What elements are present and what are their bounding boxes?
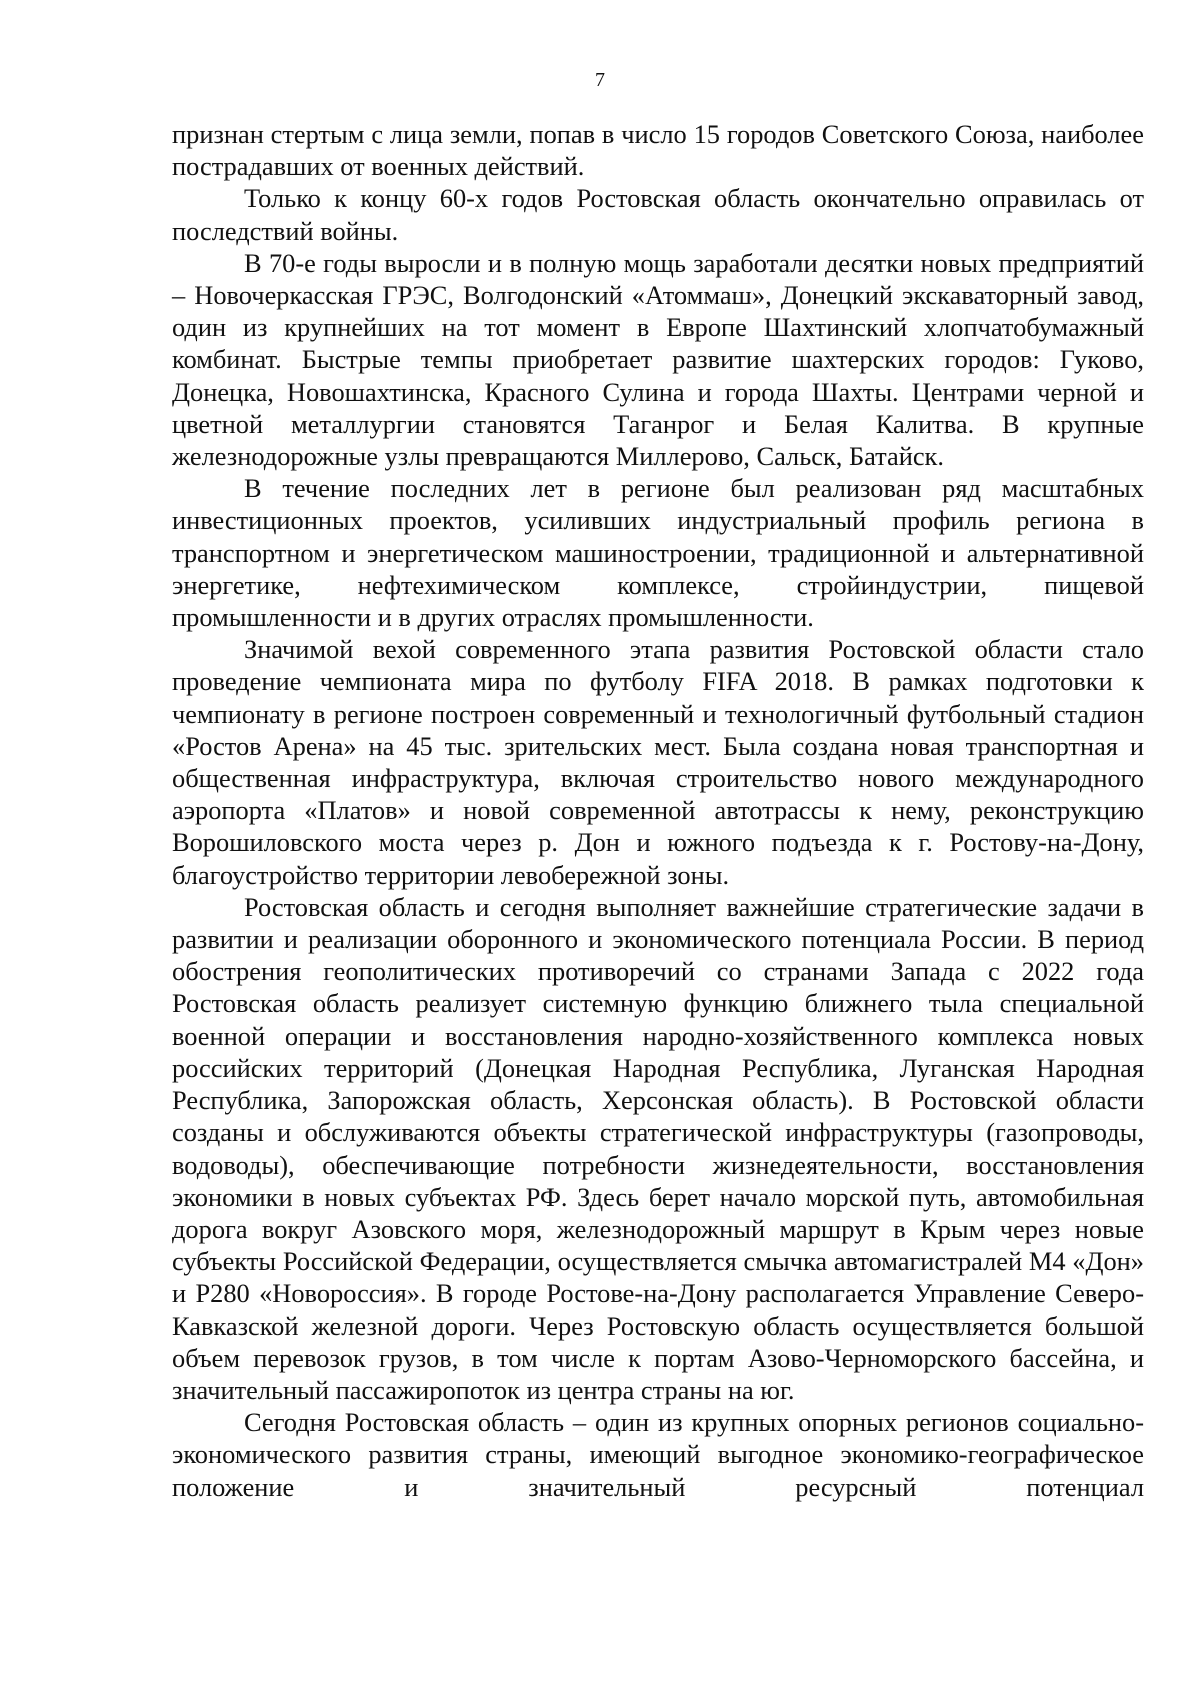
paragraph-continued: признан стертым с лица земли, попав в число 15 городов Советского Союза, наиболее пострадавших от военных действий. (172, 119, 1144, 182)
paragraph: Только к концу 60-х годов Ростовская область окончательно оправилась от последствий войны. (172, 183, 1144, 246)
paragraph-continues: Сегодня Ростовская область – один из крупных опорных регионов социально-экономического развития страны, имеющий выгодное экономико-географическое положение и значительный ресурсный потенциал (172, 1407, 1144, 1502)
paragraph: В течение последних лет в регионе был реализован ряд масштабных инвестиционных проектов, усиливших индустриальный профиль региона в транспортном и энергетическом машиностроении, традиционной и альтернативной энергетике, нефтехимическом комплексе, стройиндустрии, пищевой промышленности и в других отраслях промышленности. (172, 473, 1144, 633)
paragraph: Значимой вехой современного этапа развития Ростовской области стало проведение чемпионата мира по футболу FIFA 2018. В рамках подготовки к чемпионату в регионе построен современный и технологичный футбольный стадион «Ростов Арена» на 45 тыс. зрительских мест. Была создана новая транспортная и общественная инфраструктура, включая строительство нового международного аэропорта «Платов» и новой современной автотрассы к нему, реконструкцию Ворошиловского моста через р. Дон и южного подъезда к г. Ростову-на-Дону, благоустройство территории левобережной зоны. (172, 634, 1144, 890)
paragraph: В 70-е годы выросли и в полную мощь заработали десятки новых предприятий – Новочеркасская ГРЭС, Волгодонский «Атоммаш», Донецкий экскаваторный завод, один из крупнейших на тот момент в Европе Шахтинский хлопчатобумажный комбинат. Быстрые темпы приобретает развитие шахтерских городов: Гуково, Донецка, Новошахтинска, Красного Сулина и города Шахты. Центрами черной и цветной металлургии становятся Таганрог и Белая Калитва. В крупные железнодорожные узлы превращаются Миллерово, Сальск, Батайск. (172, 247, 1144, 472)
document-body (172, 118, 1144, 1503)
paragraph: Ростовская область и сегодня выполняет важнейшие стратегические задачи в развитии и реализации оборонного и экономического потенциала России. В период обострения геополитических противоречий со странами Запада с 2022 года Ростовская область реализует системную функцию ближнего тыла специальной военной операции и восстановления народно-хозяйственного комплекса новых российских территорий (Донецкая Народная Республика, Луганская Народная Республика, Запорожская область, Херсонская область). В Ростовской области созданы и обслуживаются объекты стратегической инфраструктуры (газопроводы, водоводы), обеспечивающие потребности жизнедеятельности, восстановления экономики в новых субъектах РФ. Здесь берет начало морской путь, автомобильная дорога вокруг Азовского моря, железнодорожный маршрут в Крым через новые субъекты Российской Федерации, осуществляется смычка автомагистралей М4 «Дон» и Р280 «Новороссия». В городе Ростове-на-Дону располагается Управление Северо-Кавказской железной дороги. Через Ростовскую область осуществляется большой объем перевозок грузов, в том числе к портам Азово-Черноморского бассейна, и значительный пассажиропоток из центра страны на юг. (172, 891, 1144, 1405)
page-number: 7 (595, 69, 605, 91)
